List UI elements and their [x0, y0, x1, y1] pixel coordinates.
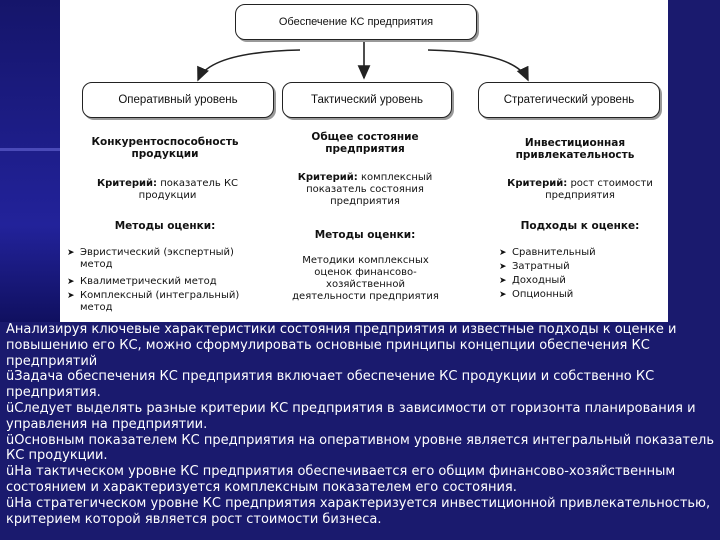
strategic-criterion — [500, 178, 660, 202]
check-mark-icon: ü — [6, 464, 15, 480]
tactical-criterion-label: Критерий: — [297, 172, 358, 183]
slide-right-band — [668, 0, 720, 322]
level-label-operational: Оперативный уровень — [118, 94, 238, 106]
strategic-approach-label: Опционный — [512, 289, 574, 300]
tactical-methods-text: Методики комплексных оценок финансово-хозяйственной деятельности предприятия — [292, 255, 439, 302]
principle-item — [6, 464, 714, 496]
level-label-tactical: Тактический уровень — [310, 94, 424, 106]
principle-item — [6, 369, 714, 401]
strategic-heading: Инвестиционная привлекательность — [515, 137, 635, 161]
operational-method-label: Комплексный (интегральный) метод — [80, 290, 240, 313]
tactical-criterion-text: комплексный показатель состояния предприятия — [306, 172, 433, 207]
bullet-arrow-icon: ➤ — [499, 262, 507, 272]
top-box-label: Обеспечение КС предприятия — [278, 16, 434, 28]
bullet-arrow-icon: ➤ — [67, 277, 75, 287]
tactical-methods-title: Методы оценки: — [314, 229, 416, 241]
level-box-operational — [82, 82, 274, 118]
arrow-operational — [198, 50, 300, 80]
operational-criterion — [80, 178, 255, 202]
principle-item — [6, 433, 714, 465]
principle-item — [6, 401, 714, 433]
bullet-arrow-icon: ➤ — [67, 291, 75, 301]
strategic-approaches-title: Подходы к оценке: — [520, 220, 640, 232]
check-mark-icon: ü — [6, 432, 15, 448]
operational-method-item — [67, 276, 255, 288]
principle-text: На тактическом уровне КС предприятия обеспечивается его общим финансово-хозяйственным состоянием и характеризуется комплексным показателем его состояния. — [6, 464, 676, 495]
tactical-criterion — [292, 172, 438, 208]
tactical-heading: Общее состояние предприятия — [311, 131, 419, 155]
top-box — [235, 4, 477, 40]
level-box-strategic — [478, 82, 660, 118]
level-box-tactical — [282, 82, 452, 118]
strategic-approach-label: Затратный — [512, 261, 570, 272]
bullet-arrow-icon: ➤ — [499, 248, 507, 258]
operational-criterion-label: Критерий: — [96, 178, 158, 189]
operational-method-item — [67, 290, 255, 314]
operational-method-item — [67, 247, 255, 271]
body-text — [6, 322, 714, 540]
diagram-panel — [60, 0, 668, 322]
principle-text: Следует выделять разные критерии КС предприятия в зависимости от горизонта планирования и управления на предприятии. — [6, 400, 696, 432]
strategic-approach-label: Доходный — [512, 275, 566, 286]
strategic-approach-item — [499, 261, 652, 273]
strategic-approach-item — [499, 289, 652, 301]
principle-text: На стратегическом уровне КС предприятия характеризуется инвестиционной привлекательностью, критерием которой является рост стоимости бизнеса. — [6, 495, 711, 527]
operational-criterion-text: показатель КС продукции — [138, 178, 239, 201]
operational-method-label: Эвристический (экспертный) метод — [80, 247, 234, 270]
principle-text: Основным показателем КС предприятия на оперативном уровне является интегральный показатель КС продукции. — [6, 432, 714, 464]
principle-text: Задача обеспечения КС предприятия включает обеспечение КС продукции и собственно КС предприятия. — [6, 369, 655, 401]
principle-item — [6, 496, 714, 528]
arrow-strategic — [428, 50, 528, 80]
check-mark-icon: ü — [6, 400, 15, 416]
operational-method-label: Квалиметрический метод — [80, 276, 217, 287]
slide-left-band — [0, 0, 60, 322]
operational-heading: Конкурентоспособность продукции — [91, 136, 239, 160]
check-mark-icon: ü — [6, 369, 15, 385]
strategic-approach-item — [499, 247, 652, 259]
strategic-criterion-text: рост стоимости предприятия — [545, 178, 653, 201]
intro-paragraph: Анализируя ключевые характеристики состояния предприятия и известные подходы к оценке и повышению его КС, можно сформулировать основные принципы концепции обеспечения КС предприятий — [6, 322, 677, 369]
strategic-approach-item — [499, 275, 652, 287]
strategic-approach-label: Сравнительный — [512, 247, 596, 258]
bullet-arrow-icon: ➤ — [499, 276, 507, 286]
bullet-arrow-icon: ➤ — [67, 248, 75, 258]
check-mark-icon: ü — [6, 495, 15, 511]
level-label-strategic: Стратегический уровень — [503, 94, 635, 106]
bullet-arrow-icon: ➤ — [499, 290, 507, 300]
operational-methods-title: Методы оценки: — [114, 220, 216, 232]
strategic-criterion-label: Критерий: — [507, 178, 568, 189]
